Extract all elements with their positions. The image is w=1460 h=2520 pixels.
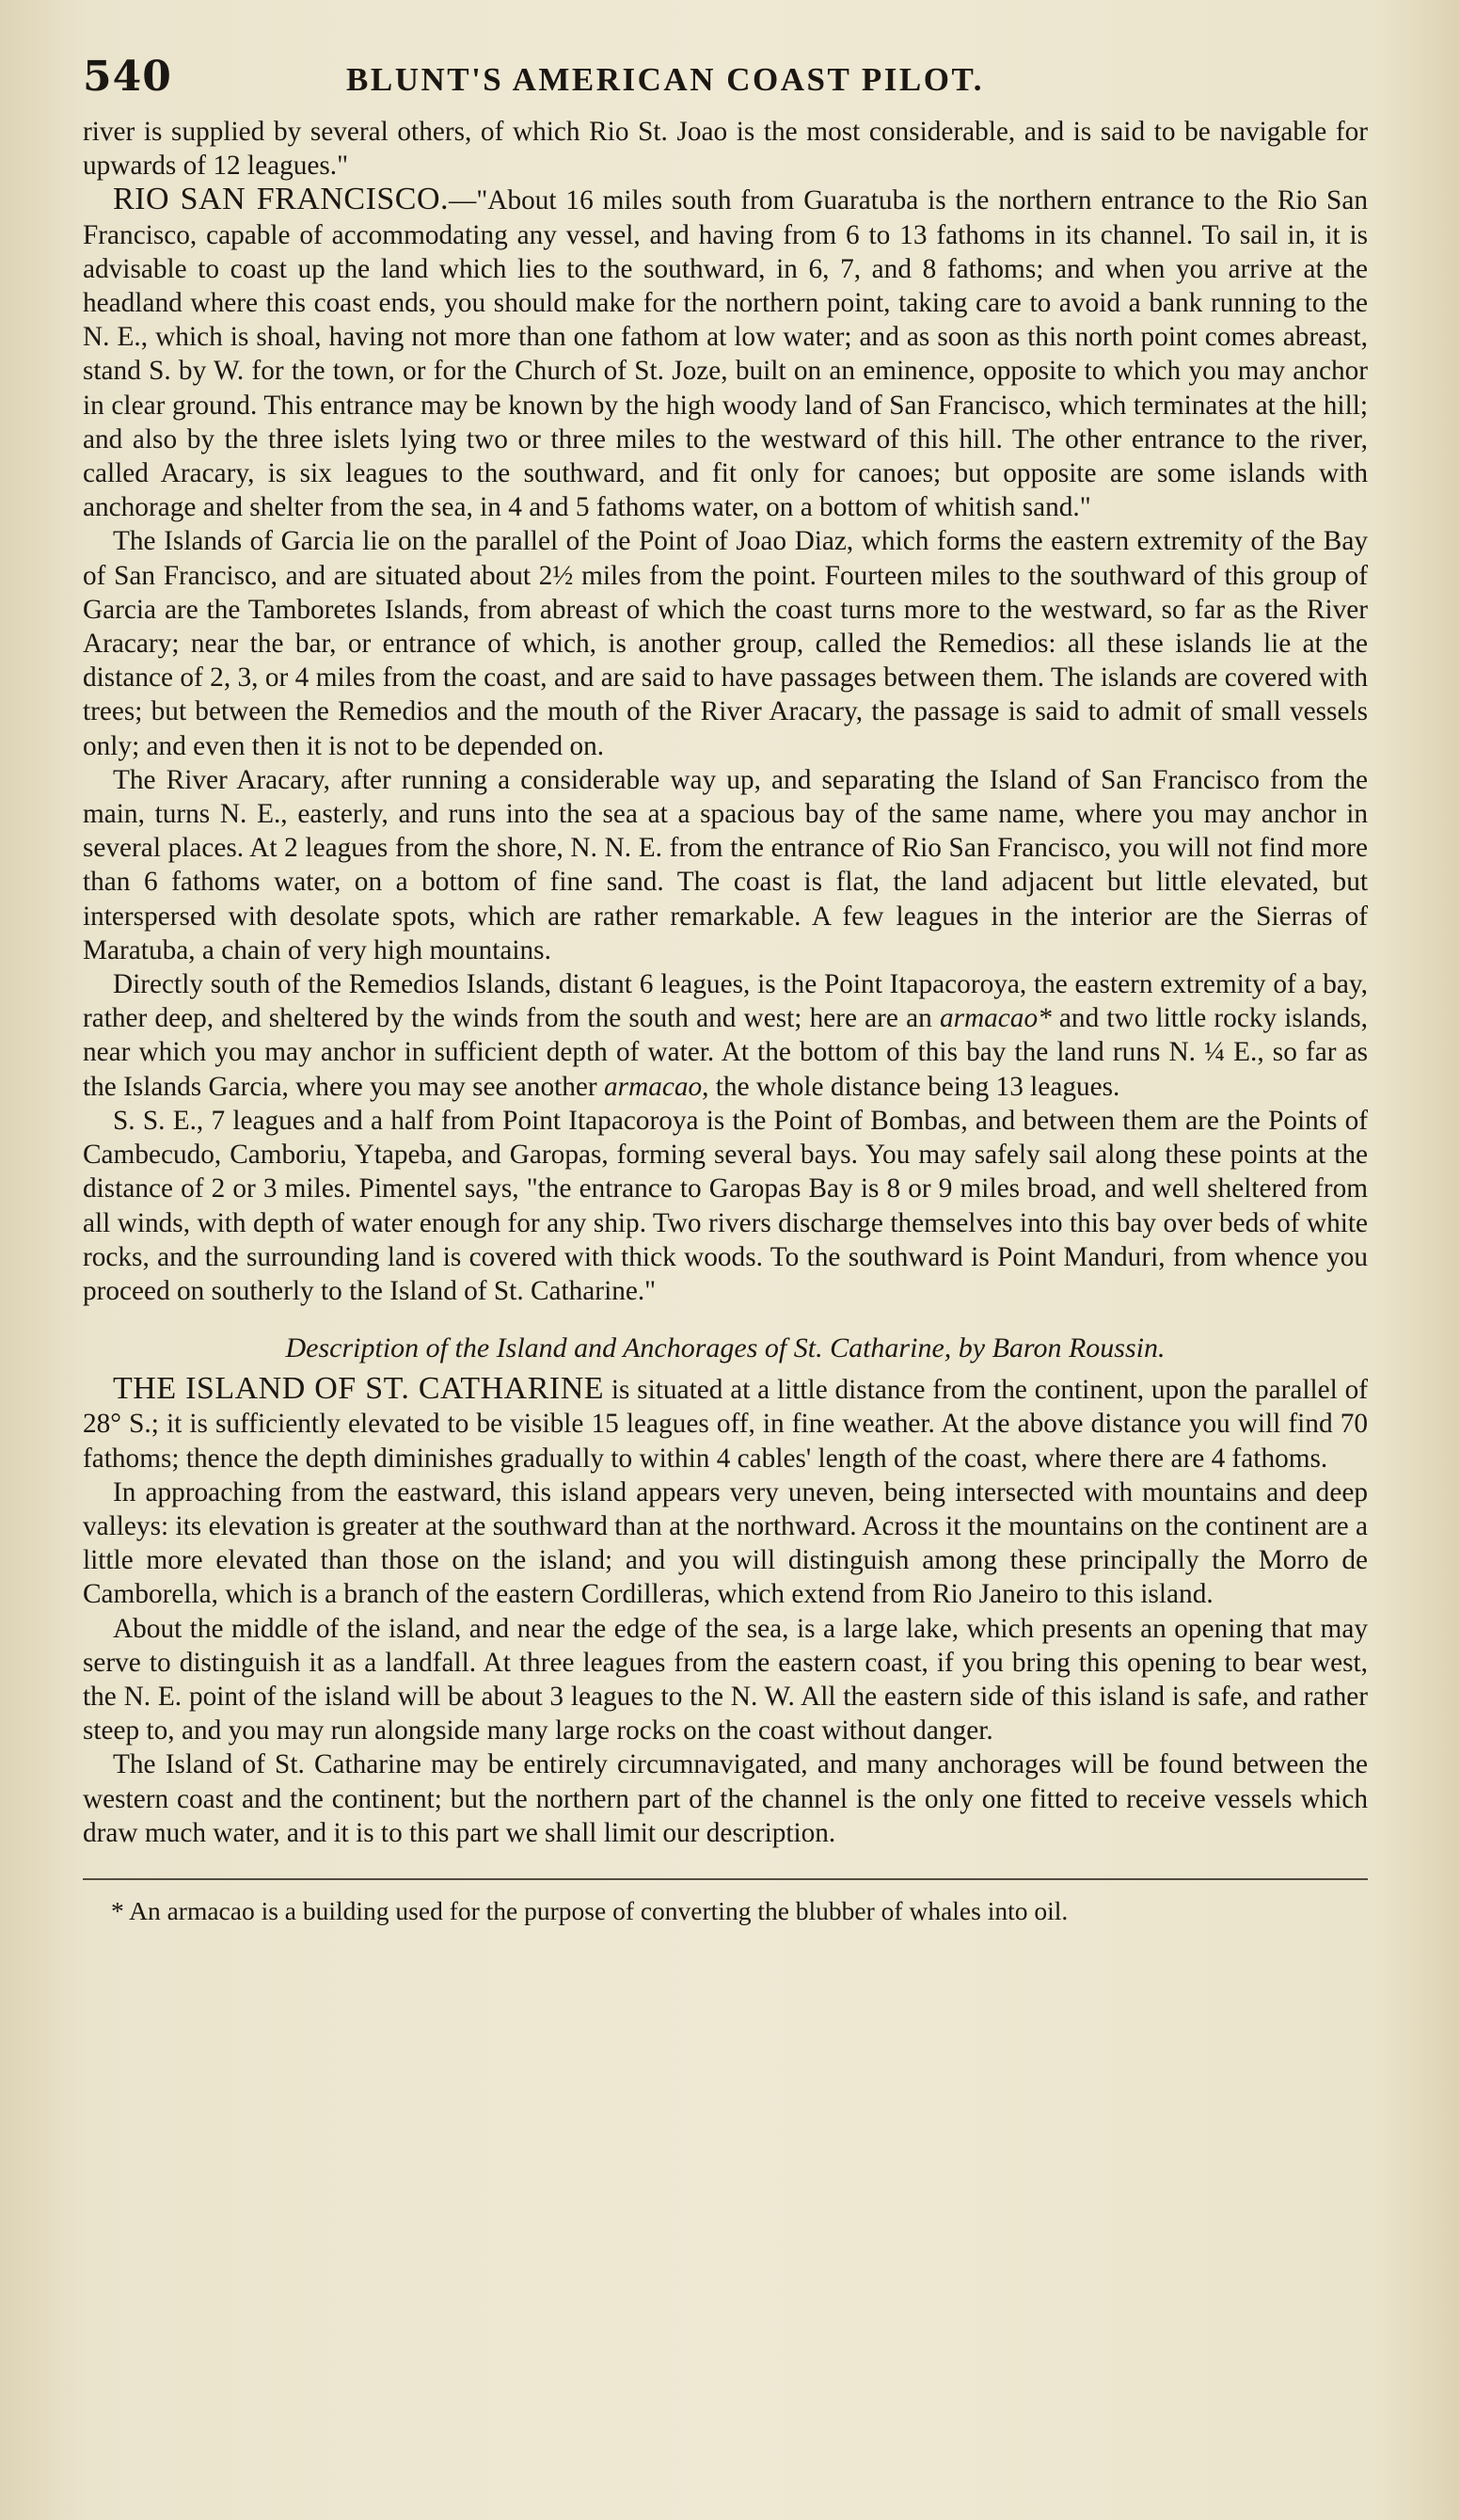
paragraph-river-aracary: The River Aracary, after running a considerable way up, and separating the Island of San Francisco from the main, turns N. E., easterly, and runs into the sea at a spacious bay of the same name, where you may anchor in several places. At 2 leagues from the shore, N. N. E. from the entrance of Rio San Francisco, you will not find more than 6 fathoms water, on a bottom of fine sand. The coast is flat, the land adjacent but little elevated, but interspersed with desolate spots, which are rather remarkable. A few leagues in the interior are the Sierras of Maratuba, a chain of very high mountains. (83, 764, 1368, 965)
footnote-divider (83, 1878, 1368, 1880)
paragraph-circumnavigated: The Island of St. Catharine may be entirely circumnavigated, and many anchorages will be found between the western coast and the continent; but the northern part of the channel is the only one fitted to receive vessels which draw much water, and it is to this part we shall limit our description. (83, 1749, 1368, 1848)
paragraph-text: Directly south of the Remedios Islands, distant 6 leagues, is the Point Itapacoroya, the eastern extremity of a bay, rather deep, and sheltered by the winds from the south and west; here are an (83, 969, 1368, 1034)
paragraph-lead-caps: RIO SAN FRANCISCO. (113, 182, 450, 217)
paragraph-continued: river is supplied by several others, of which Rio St. Joao is the most considerable, and is said to be navigable for upwards of 12 leagues." (83, 117, 1368, 182)
paragraph-text: , the whole distance being 13 leagues. (702, 1071, 1120, 1102)
section-heading: Description of the Island and Anchorages of St. Catharine, by Baron Roussin. (285, 1332, 1166, 1364)
page-number: 540 (83, 53, 172, 101)
page-content (83, 53, 1368, 1927)
paragraph-island-st-catharine (83, 1372, 1368, 1475)
paragraph-text: is situated at a little distance from the continent, upon the parallel of 28° S.; it is sufficiently elevated to be visible 15 leagues off, in fine weather. At the above distance you will find 70 fathoms; thence the depth diminishes gradually to within 4 cables' length of the coast, where there are 4 fathoms. (83, 1375, 1369, 1474)
paragraph-point-of-bombas: S. S. E., 7 leagues and a half from Point Itapacoroya is the Point of Bombas, and between them are the Points of Cambecudo, Camboriu, Ytapeba, and Garopas, forming several bays. You may safely sail along these points at the distance of 2 or 3 miles. Pimentel says, "the entrance to Garopas Bay is 8 or 9 miles broad, and well sheltered from all winds, with depth of water enough for any ship. Two rivers discharge themselves into this bay over beds of white rocks, and the surrounding land is covered with thick woods. To the southward is Point Manduri, from whence you proceed on southerly to the Island of St. Catharine." (83, 1105, 1368, 1306)
footnote: * An armacao is a building used for the purpose of converting the blubber of whales into oil. (111, 1895, 1069, 1925)
paragraph-text: —"About 16 miles south from Guaratuba is the northern entrance to the Rio San Francisco, capable of accommodating any vessel, and having from 6 to 13 fathoms in its channel. To sail in, it is advisable to coast up the land which lies to the southward, in 6, 7, and 8 fathoms; and when you arrive at the headland where this coast ends, you should make for the northern point, taking care to avoid a bank running to the N. E., which is shoal, having not more than one fathom at low water; and as soon as this north point comes abreast, stand S. by W. for the town, or for the Church of St. Joze, built on an eminence, opposite to which you may anchor in clear ground. This entrance may be known by the high woody land of San Francisco, which terminates at the hill; and also by the three islets lying two or three miles to the westward of this hill. The other entrance to the river, called Aracary, is six leagues to the southward, and fit only for canoes; but opposite are some islands with anchorage and shelter from the sea, in 4 and 5 fathoms water, on a bottom of whitish sand." (83, 185, 1368, 523)
body-text (83, 115, 1368, 1850)
running-head (83, 53, 1368, 111)
running-title: BLUNT'S AMERICAN COAST PILOT. (346, 61, 984, 98)
italic-term: armacao (603, 1071, 703, 1102)
paragraph-large-lake: About the middle of the island, and near the edge of the sea, is a large lake, which presents an opening that may serve to distinguish it as a landfall. At three leagues from the eastern coast, if you bring this opening to bear west, the N. E. point of the island will be about 3 leagues to the N. W. All the eastern side of this island is safe, and rather steep to, and you may run alongside many large rocks on the coast without danger. (83, 1613, 1368, 1746)
paragraph-islands-of-garcia: The Islands of Garcia lie on the parallel of the Point of Joao Diaz, which forms the eastern extremity of the Bay of San Francisco, and are situated about 2½ miles from the point. Fourteen miles to the southward of this group of Garcia are the Tamboretes Islands, from abreast of which the coast turns more to the westward, so far as the River Aracary; near the bar, or entrance of which, is another group, called the Remedios: all these islands lie at the distance of 2, 3, or 4 miles from the coast, and are said to have passages between them. The islands are covered with trees; but between the Remedios and the mouth of the River Aracary, the passage is said to admit of small vessels only; and even then it is not to be depended on. (83, 526, 1368, 761)
italic-term: armacao* (939, 1003, 1052, 1034)
paragraph-text: and two little rocky islands, near which you may anchor in sufficient depth of water. At the bottom of this bay the land runs N. ¼ E., so far as the Islands Garcia, where you may see another (83, 1003, 1368, 1102)
paragraph-rio-san-francisco (83, 183, 1368, 524)
paragraph-approaching-eastward: In approaching from the eastward, this island appears very uneven, being intersected with mountains and deep valleys: its elevation is greater at the southward than at the northward. Across it the mountains on the continent are a little more elevated than those on the island; and you will distinguish among these principally the Morro de Camborella, which is a branch of the eastern Cordilleras, which extend from Rio Janeiro to this island. (83, 1476, 1368, 1610)
paragraph-lead-caps: THE ISLAND OF ST. CATHARINE (113, 1371, 605, 1407)
paragraph-remedios-islands (83, 967, 1368, 1104)
